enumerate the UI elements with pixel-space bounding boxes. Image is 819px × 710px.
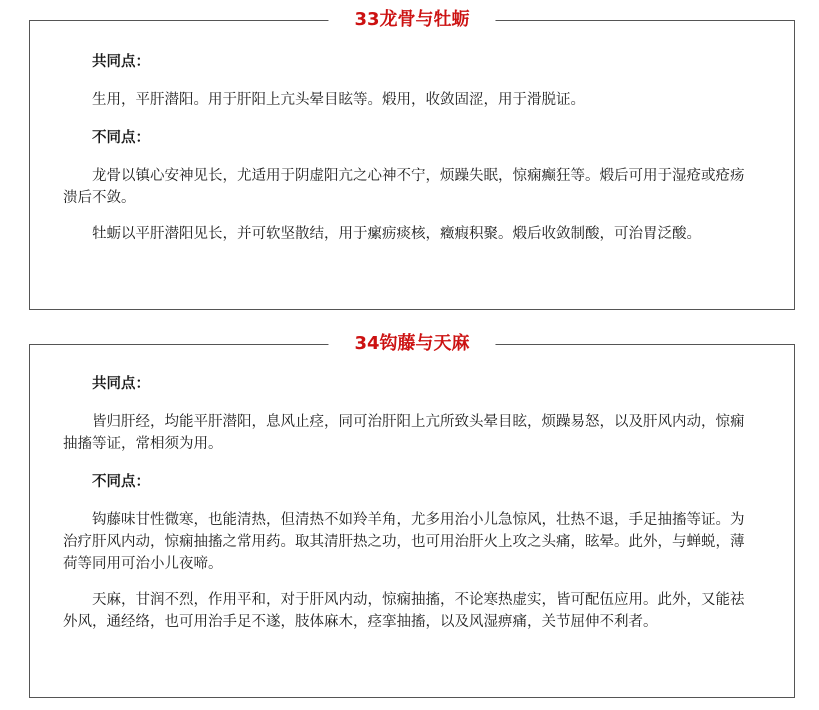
- common-points-label: 共同点：: [92, 54, 150, 70]
- difference-paragraph-muli: 牡蛎以平肝潜阳见长，并可软坚散结，用于瘰疬痰核，癥瘕积聚。煅后收敛制酸，可治胃泛酸。: [92, 226, 701, 242]
- section-content: [30, 21, 794, 245]
- difference-paragraph-gouteng: 钩藤味甘性微寒，也能清热，但清热不如羚羊角，尤多用治小儿急惊风，壮热不退，手足抽搐等证。为治疗肝风内动，惊痫抽搐之常用药。取其清肝热之功，也可用治肝火上攻之头痛，眩晕。此外，与蝉蜕，薄荷等同用可治小儿夜啼。: [63, 512, 745, 572]
- differences-label: 不同点：: [92, 474, 150, 490]
- difference-paragraph-longgu: 龙骨以镇心安神见长，尤适用于阴虚阳亢之心神不宁，烦躁失眠，惊痫癫狂等。煅后可用于湿疮或疮疡溃后不敛。: [63, 168, 745, 206]
- difference-paragraph-tianma: 天麻，甘润不烈，作用平和，对于肝风内动，惊痫抽搐，不论寒热虚实，皆可配伍应用。此外，又能祛外风，通经络，也可用治手足不遂，肢体麻木，痉挛抽搐，以及风湿痹痛，关节屈伸不利者。: [63, 592, 745, 630]
- section-title: 33龙骨与牡蛎: [328, 8, 495, 32]
- section-content: [30, 345, 794, 633]
- section-card-longgu-muli: [29, 9, 795, 310]
- differences-label: 不同点：: [92, 130, 150, 146]
- section-card-gouteng-tianma: [29, 333, 795, 698]
- common-points-text: 皆归肝经，均能平肝潜阳，息风止痉，同可治肝阳上亢所致头晕目眩，烦躁易怒，以及肝风内动，惊痫抽搐等证，常相须为用。: [63, 414, 745, 452]
- common-points-label: 共同点：: [92, 376, 150, 392]
- section-title: 34钩藤与天麻: [328, 332, 495, 356]
- common-points-text: 生用，平肝潜阳。用于肝阳上亢头晕目眩等。煅用，收敛固涩，用于滑脱证。: [92, 92, 585, 108]
